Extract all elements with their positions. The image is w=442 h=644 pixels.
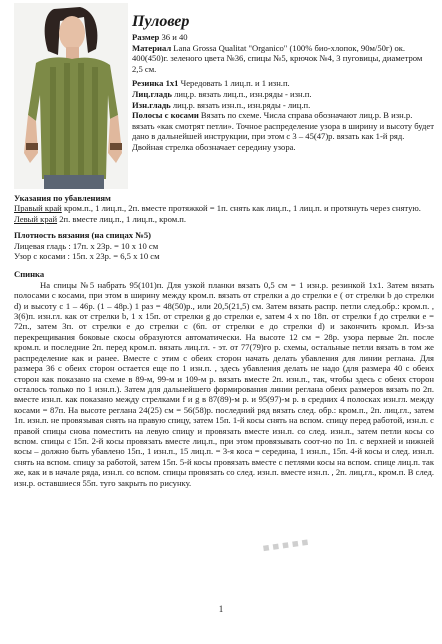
pattern-header (132, 13, 434, 153)
gauge-face-line: Лицевая гладь : 17п. х 23р. = 10 х 10 см (14, 240, 159, 251)
pattern-title: Пуловер (132, 13, 190, 30)
pattern-body (14, 193, 434, 488)
watermark: ▪▪▪▪▪ (260, 528, 313, 561)
material-line: Материал Lana Grossa Qualitat "Organico" (100% био-хлопок, 90м/50г) ок. 400(450)г. зеленого цвета №36, спицы №5, крючок №4, 3 пуговицы, диаметром 2,5 см. (132, 42, 423, 74)
rib-line: Резинка 1х1 Чередовать 1 лиц.п. и 1 изн.п. (132, 78, 290, 89)
back-instructions: На спицы №5 набрать 95(101)п. Для узкой планки вязать 0,5 см = 1 изн.р. резинкой 1х1. Затем вязать полосами с косами, при этом в ширину между кром.п. вязать от стрелки a до стрелки e ( от стрелки b до стрелки d) и высоту с 1 – 46р. (1 – 48р.) 1 раз = 48(50)р., или 20,5(21,5) см. Затем вязать распр. петли след.обр.: кром.п. , 3(6)п. изн.гл. как от стрелки b, 1 х 15п. от стрелки g до стрелки e, затем 4 х по 18п. от стрелки f до стрелки e = 72п., затем 3п. от стрелки e до стрелки c (6п. от стрелки e до стрелки d) и закончить кром.п. Из-за перекрещивания боковые скосы образуются автоматически. На высоте 12 см = 28р. узора первые 2п. после кром.п. и последние 2п. перед кром.п. вязать лиц.гл. - эт. от 77(79)го р. схемы, остальные петли вязать в том же распределение как и ранее. Вместе с этим с обеих сторон начать делать убавления для линии реглана. Для размера 36 с обеих сторон остается еще по 1 изн.п. , здесь убавления делать не надо (для размера 40 с обеих сторон как показано на схеме в 89-м, 99-м и 109-м р. вязать вместе 2п. изн.п., так, чтобы здесь с обеих сторон осталось только по 1 изн.п.). Затем для дальнейшего формирования линии реглана обеих размеров вязать по 2п. вместе изн.п. как показано между стрелками f и g в 87(89)-м р. и 95(97)-м р. в средних 4 полосках изн.гл. между косами = 87п. На высоте реглана 24(25) см = 56(58)р. последний ряд вязать след. обр.: кром.п., 2п. лиц.гл., затем 1п. изн.п. не провязывая снять на правую спицу, затем 15п. 1-й косы снять на вспом. спицу перед работой, изн.п. с правой спицы снова поместить на левую спицу и провязать вместе изн.п. со след. изн.п., затем петли косы со вспом. спицы с 15п. 2-й косы провязать вместе лиц.п., при этом провязывать соот-но по 1п. с верхней и нижней косы – должно быть убавлено 15п., 1 изн.п., 15 лиц.п. = 3-я коса = середина, 1 изн.п., 15п. 4-й косы и след. изн.п. снять на вспом. спицу за работой, затем 15п. 5-й косы провязать вместе с петлями косы на вспом. спице лиц.п. так же, как и в начале ряда, изн.п. со вспом. спицы провязать со след. изн.п. вместе изн.п. , 2п. лиц.гл., кром.п. В след. изн.р. оставшиеся 55п. туго закрыть по рисунку. (14, 279, 434, 488)
stockinette-reverse-line: Изн.гладь лиц.р. вязать изн.п., изн.ряды - лиц.п. (132, 99, 311, 110)
gauge-cable-line: Узор с косами : 15п. х 23р. = 6,5 х 10 см (14, 251, 160, 262)
page-number: 1 (218, 604, 224, 614)
decreases-heading: Указания по убавлениям (14, 193, 111, 203)
pullover-photo-illustration (14, 3, 128, 189)
model-photo (14, 3, 128, 189)
stockinette-face-line: Лиц.гладь лиц.р. вязать лиц.п., изн.ряды - изн.п. (132, 88, 312, 99)
cable-strips-line: Полосы с косами Вязать по схеме. Числа справа обозначают лиц.р. В изн.р. вязать «как смотрят петли». Точное распределение узора в ширину и высоту будет дано в дальнейшей инструкции, при этом с 3 – 45(47)р. вязать как 1-й ряд. Двойная стрелка обозначает середину узора. (132, 110, 434, 152)
right-edge-line: Правый край кром.п., 1 лиц.п., 2п. вместе протяжкой = 1п. снять как лиц.п., 1 лиц.п. и протянуть через снятую. (14, 203, 421, 214)
back-heading: Спинка (14, 269, 45, 280)
size-line: Размер 36 и 40 (132, 32, 188, 42)
gauge-heading: Плотность вязания (на спицах №5) (14, 230, 151, 241)
left-edge-line: Левый край 2п. вместе лиц.п., 1 лиц.п., кром.п. (14, 213, 187, 224)
